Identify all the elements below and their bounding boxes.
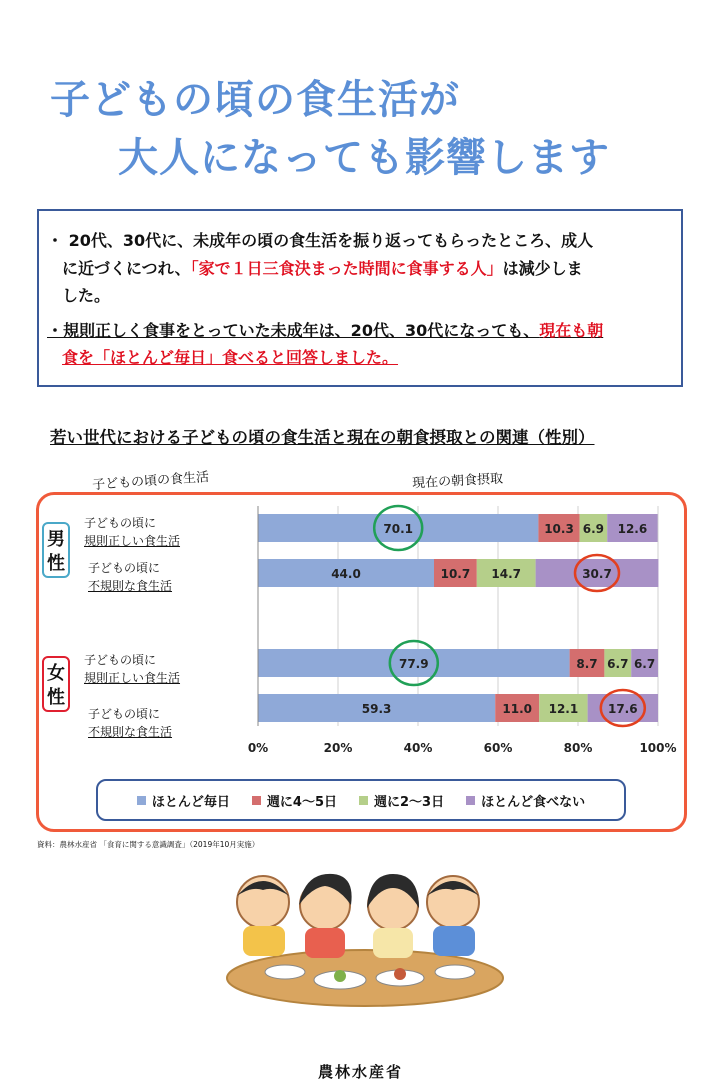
legend-item-2-3 <box>359 791 444 810</box>
gender-male-char2: 性 <box>47 553 65 574</box>
summary-p1-line1: ・ 20代、30代に、未成年の頃の食生活を振り返ってもらったところ、成人 <box>47 231 594 250</box>
summary-p1-highlight: 「家で１日三食決まった時間に食事する人」 <box>190 259 503 278</box>
legend-swatch-never <box>466 796 475 805</box>
bar-value-label: 10.7 <box>440 567 471 581</box>
gender-female-char1: 女 <box>47 663 65 684</box>
summary-p2-highlight2: 食を「ほとんど毎日」食べると回答しました。 <box>62 348 399 367</box>
bar-value-label: 12.1 <box>548 702 579 716</box>
x-tick-label: 0% <box>247 741 269 755</box>
bar-value-label: 14.7 <box>491 567 522 581</box>
chart-heading: 若い世代における子どもの頃の食生活と現在の朝食摂取との関連（性別） <box>50 428 595 447</box>
child4-illustration <box>427 876 479 956</box>
row-label-line2: 規則正しい食生活 <box>84 671 181 685</box>
page-title-line1: 子どもの頃の食生活が <box>50 77 460 123</box>
x-tick-label: 40% <box>403 741 433 755</box>
row-label-line2: 不規則な食生活 <box>88 579 173 593</box>
bar-value-label: 10.3 <box>544 522 574 536</box>
bar-value-label: 6.9 <box>582 522 605 536</box>
bar-value-label: 11.0 <box>502 702 533 716</box>
bar-value-label: 44.0 <box>331 567 361 581</box>
bar-value-label: 6.7 <box>633 657 656 671</box>
bar-value-label: 17.6 <box>607 702 638 716</box>
summary-p2-text: ・規則正しく食事をとっていた未成年は、20代、30代になっても、 <box>47 321 540 340</box>
bar-value-label: 77.9 <box>398 657 429 671</box>
row-label-line1: 子どもの頃に <box>88 707 161 721</box>
legend-label-daily: ほとんど毎日 <box>151 794 230 810</box>
family-meal-illustration <box>215 860 515 1010</box>
bar-value-label: 59.3 <box>361 702 392 716</box>
x-tick-label: 100% <box>639 741 677 755</box>
bar-value-label: 70.1 <box>383 522 414 536</box>
bar-value-label: 8.7 <box>576 657 598 671</box>
legend-item-4-5 <box>252 791 337 810</box>
source-note: 資料：農林水産省 「食育に関する意識調査」（2019年10月実施） <box>37 840 260 849</box>
row-label-line1: 子どもの頃に <box>88 561 161 575</box>
chart-legend <box>96 779 626 821</box>
col-label-childhood: 子どもの頃の食生活 <box>91 469 210 494</box>
gender-male-char1: 男 <box>47 529 65 550</box>
legend-item-never <box>466 791 585 810</box>
summary-p2-highlight1: 現在も朝 <box>539 321 604 340</box>
row-label-line2: 不規則な食生活 <box>88 725 173 739</box>
legend-label-never: ほとんど食べない <box>481 794 586 810</box>
legend-label-2-3: 週に2～3日 <box>374 794 445 810</box>
summary-p1-text: に近づくにつれ、 <box>62 259 191 278</box>
summary-p1-line3: した。 <box>62 286 111 305</box>
summary-p1-tail: は減少しま <box>502 259 583 278</box>
row-label-line2: 規則正しい食生活 <box>84 534 181 548</box>
col-label-current: 現在の朝食摂取 <box>411 471 504 492</box>
x-tick-label: 60% <box>483 741 513 755</box>
row-label-line1: 子どもの頃に <box>84 653 157 667</box>
bar-value-label: 30.7 <box>582 567 612 581</box>
bar-value-label: 6.7 <box>607 657 629 671</box>
gender-female-char2: 性 <box>47 687 65 708</box>
page-title-line2: 大人になっても影響します <box>118 135 610 181</box>
child2-illustration <box>299 874 352 958</box>
legend-item-daily <box>137 791 230 810</box>
legend-label-4-5: 週に4～5日 <box>266 794 337 810</box>
row-label-line1: 子どもの頃に <box>84 516 157 530</box>
bar-value-label: 12.6 <box>617 522 648 536</box>
child3-illustration <box>367 874 419 958</box>
x-tick-label: 20% <box>323 741 353 755</box>
child1-illustration <box>237 876 289 956</box>
legend-swatch-4-5 <box>252 796 261 805</box>
x-tick-label: 80% <box>563 741 593 755</box>
legend-swatch-daily <box>137 796 146 805</box>
footer-ministry: 農林水産省 <box>317 1063 403 1081</box>
legend-swatch-2-3 <box>359 796 368 805</box>
